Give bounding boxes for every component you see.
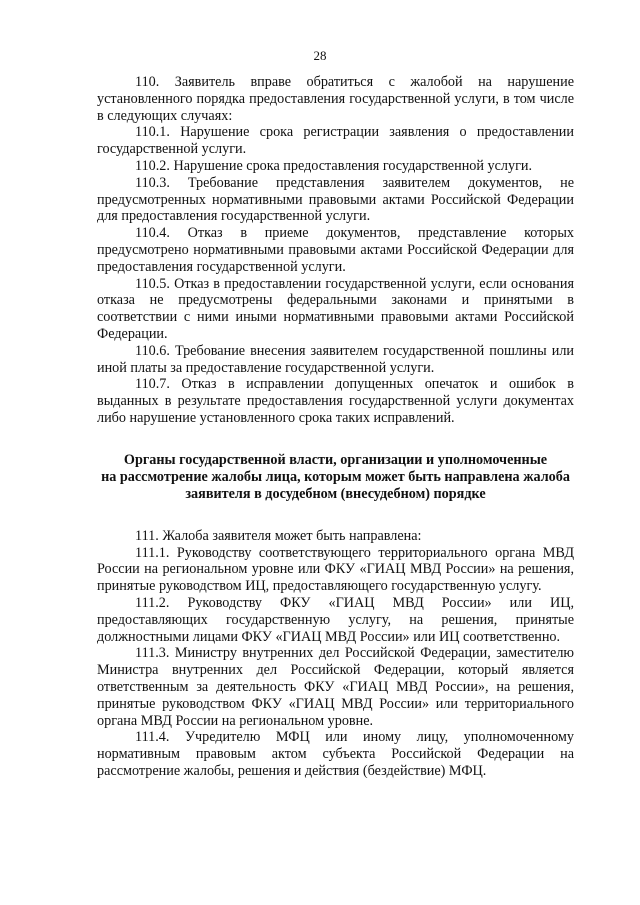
section-complaint-recipients	[97, 528, 574, 780]
paragraph-110: 110. Заявитель вправе обратиться с жалобой на нарушение установленного порядка предоставления государственной услуги, в том числе в следующих случаях:	[97, 74, 574, 124]
section-complaint-grounds	[97, 74, 574, 427]
heading-line-2: на рассмотрение жалобы лица, которым может быть направлена жалоба	[101, 468, 570, 485]
paragraph-110-6: 110.6. Требование внесения заявителем государственной пошлины или иной платы за предоставление государственной услуги.	[97, 342, 574, 376]
paragraph-111: 111. Жалоба заявителя может быть направлена:	[135, 527, 422, 544]
paragraph-110-3: 110.3. Требование представления заявителем документов, не предусмотренных нормативными правовыми актами Российской Федерации для предоставления государственной услуги.	[97, 174, 574, 225]
paragraph-111-3: 111.3. Министру внутренних дел Российской Федерации, заместителю Министра внутренних дел Российской Федерации, который является ответственным за деятельность ФКУ «ГИАЦ МВД России», на решения, принятые руководством ФКУ «ГИАЦ МВД России» или территориального органа МВД России на региональном уровне.	[97, 645, 574, 729]
paragraph-110-7: 110.7. Отказ в исправлении допущенных опечаток и ошибок в выданных в результате предоставления государственной услуги документах либо нарушение установленного срока таких исправлений.	[97, 376, 574, 426]
page-number: 28	[313, 48, 327, 63]
section-heading	[97, 452, 574, 503]
paragraph-110-4: 110.4. Отказ в приеме документов, представление которых предусмотрено нормативными правовыми актами Российской Федерации для предоставления государственной услуги.	[97, 225, 574, 275]
paragraph-111-1: 111.1. Руководству соответствующего территориального органа МВД России на региональном уровне или ФКУ «ГИАЦ МВД России» на решения, принятые руководством ИЦ, предоставляющего государственную услугу.	[97, 544, 574, 595]
paragraph-111-2: 111.2. Руководству ФКУ «ГИАЦ МВД России» или ИЦ, предоставляющих государственную услугу, на решения, принятые должностными лицами ФКУ «ГИАЦ МВД России» или ИЦ соответственно.	[97, 594, 574, 645]
paragraph-110-1: 110.1. Нарушение срока регистрации заявления о предоставлении государственной услуги.	[97, 124, 574, 158]
heading-line-1: Органы государственной власти, организации и уполномоченные	[123, 451, 548, 468]
paragraph-110-2: 110.2. Нарушение срока предоставления государственной услуги.	[135, 157, 533, 174]
document-body	[97, 74, 574, 780]
paragraph-111-4: 111.4. Учредителю МФЦ или иному лицу, уполномоченному нормативным правовым актом субъекта Российской Федерации на рассмотрение жалобы, решения и действия (бездействие) МФЦ.	[97, 729, 574, 779]
paragraph-110-5: 110.5. Отказ в предоставлении государственной услуги, если основания отказа не предусмотрены федеральными законами и принятыми в соответствии с ними иными нормативными правовыми актами Российской Федерации.	[97, 275, 574, 342]
heading-line-3: заявителя в досудебном (внесудебном) порядке	[185, 485, 486, 502]
